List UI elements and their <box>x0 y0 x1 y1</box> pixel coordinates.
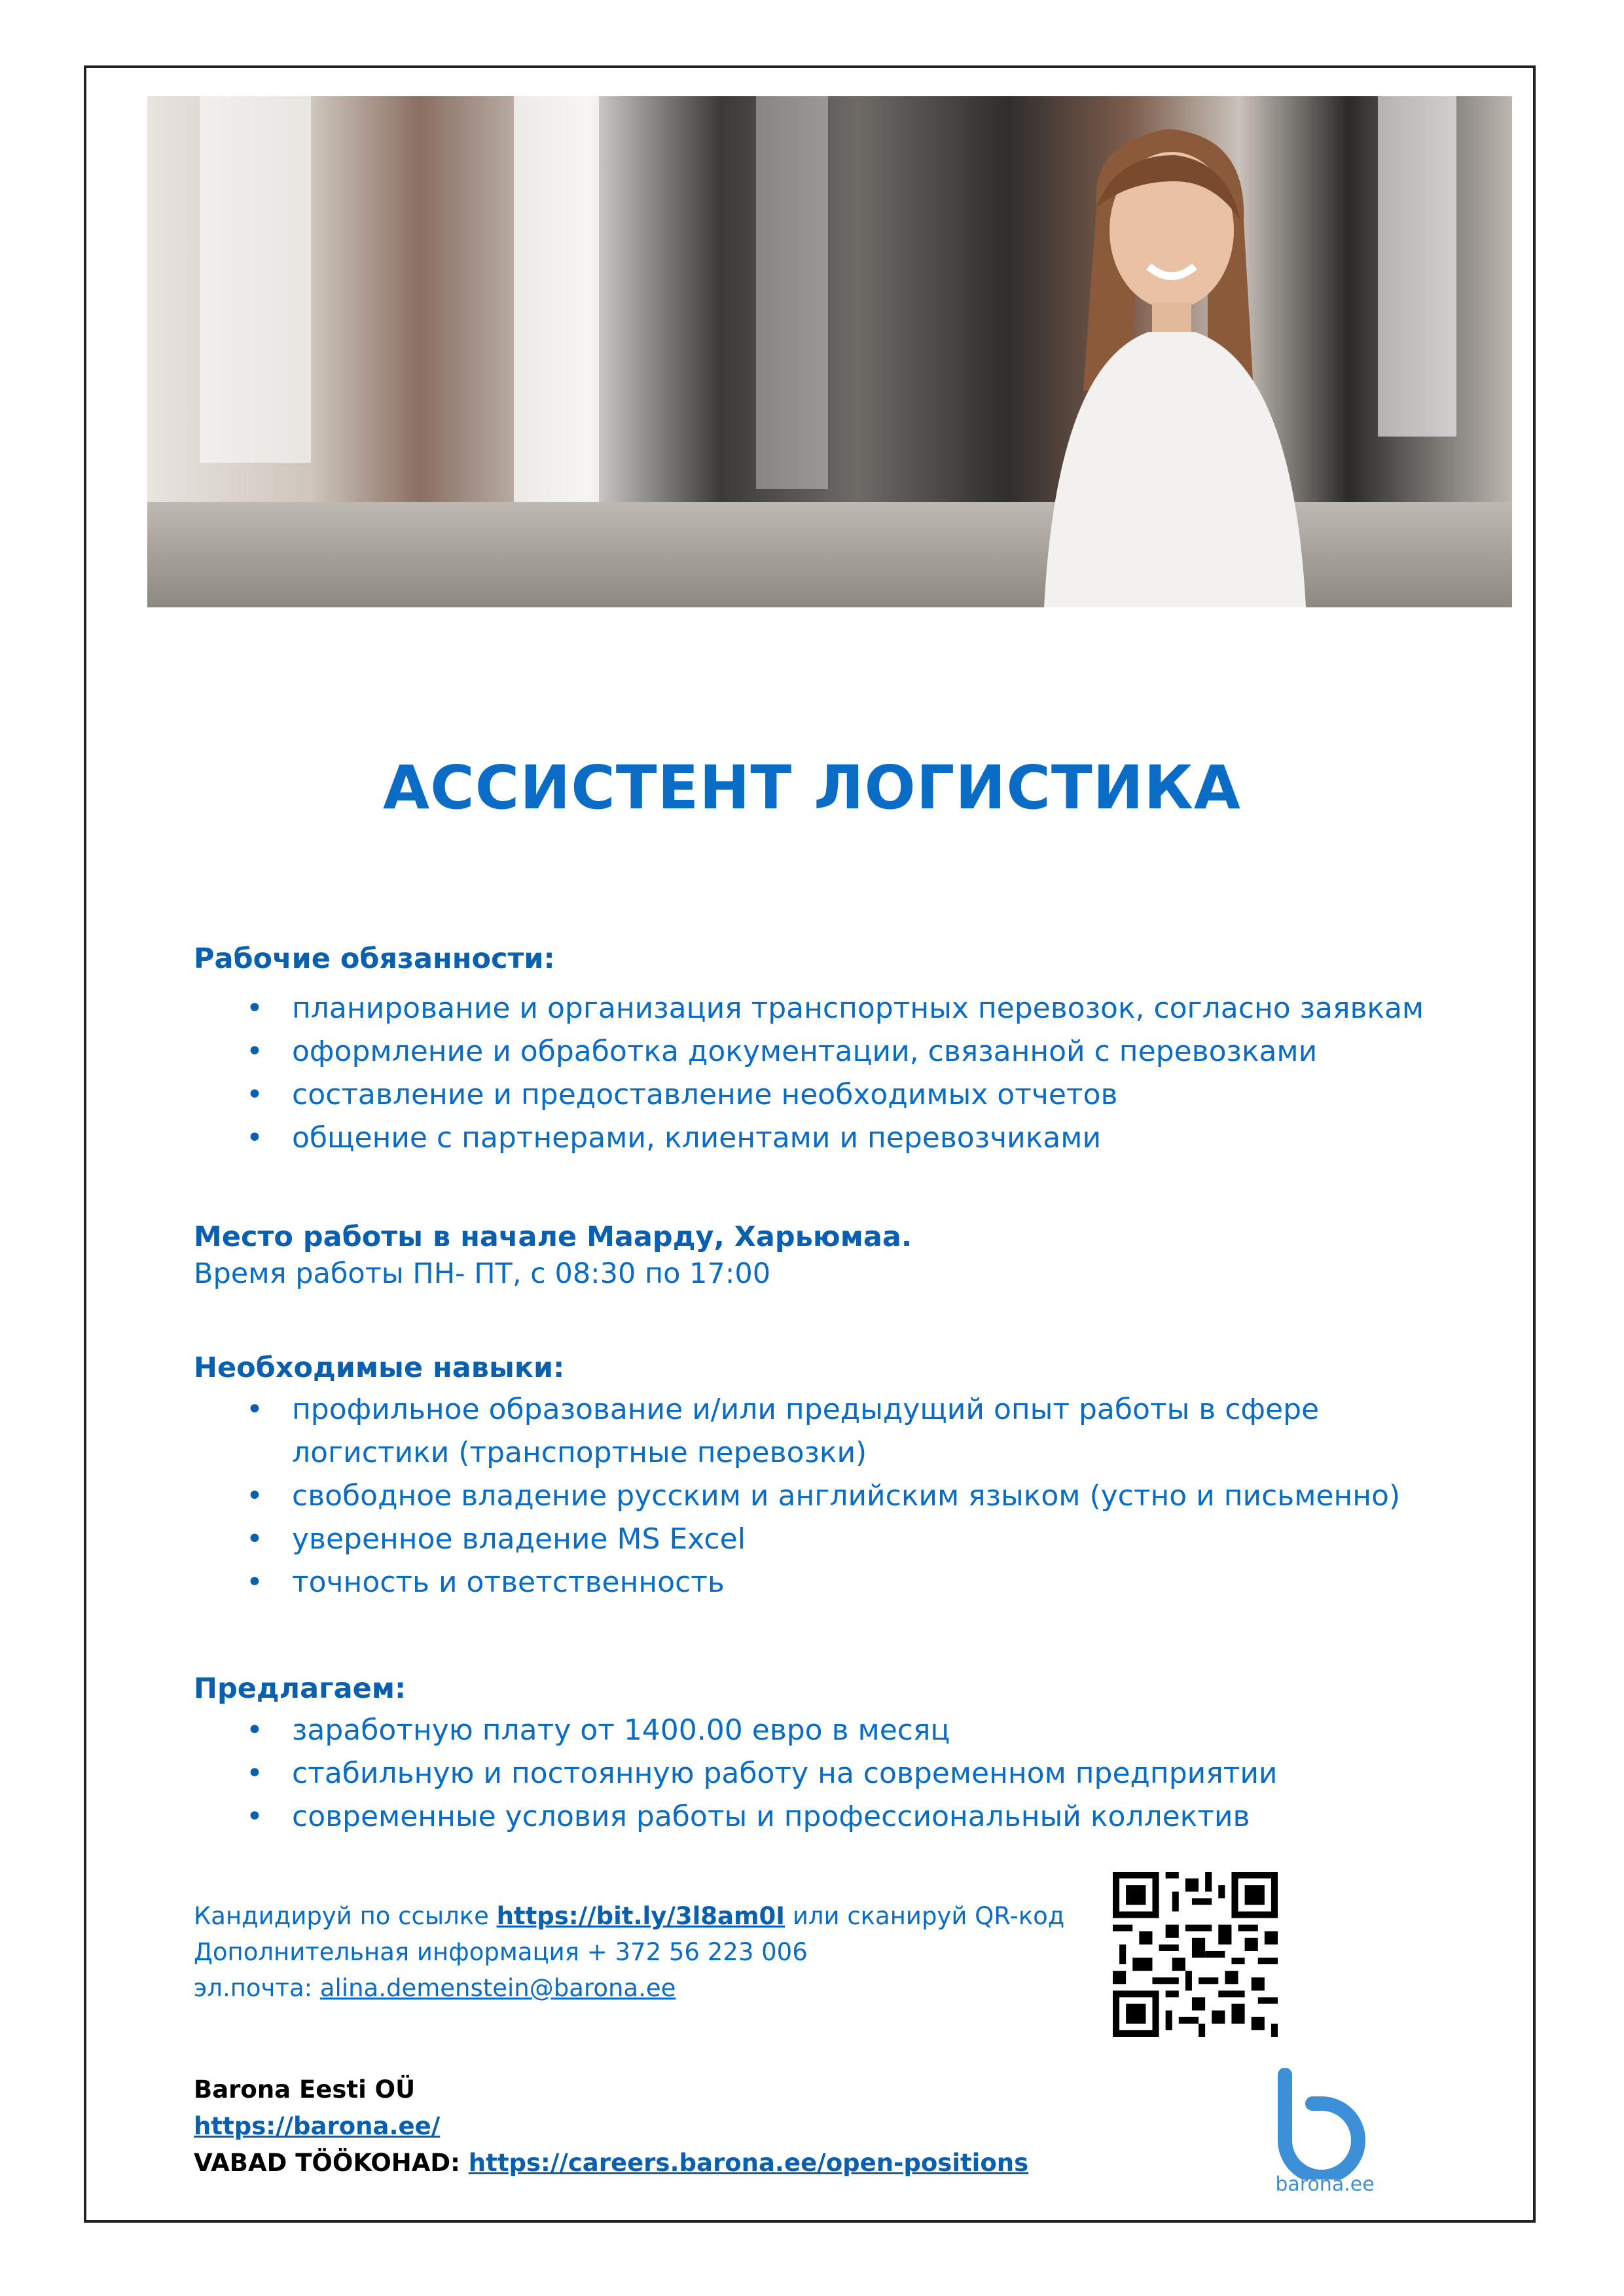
list-item: • оформление и обработка документации, связанной с перевозками <box>194 1030 1437 1073</box>
email-prefix: эл.почта: <box>194 1974 320 2002</box>
work-hours: Время работы ПН- ПТ, с 08:30 по 17:00 <box>194 1257 771 1290</box>
apply-link[interactable]: https://bit.ly/3l8am0I <box>496 1902 785 1930</box>
duties-heading: Рабочие обязанности: <box>194 942 555 975</box>
jobs-label: VABAD TÖÖKOHAD: <box>194 2149 469 2177</box>
jobs-line <box>194 2145 1028 2181</box>
job-title: АССИСТЕНТ ЛОГИСТИКА <box>382 753 1242 823</box>
list-item: • составление и предоставление необходимых отчетов <box>194 1073 1437 1117</box>
contact-block <box>194 1898 1064 2006</box>
header-photo <box>147 96 1512 607</box>
list-item: • точность и ответственность <box>194 1561 1470 1604</box>
qr-code-icon[interactable] <box>1113 1872 1278 2037</box>
barona-logo-icon <box>1273 2068 1378 2179</box>
list-item: • современные условия работы и профессиональный коллектив <box>194 1795 1437 1839</box>
list-item: • заработную плату от 1400.00 евро в месяц <box>194 1709 1437 1752</box>
workplace-section <box>194 1221 1437 1290</box>
workplace-heading: Место работы в начале Маарду, Харьюмаа. <box>194 1221 912 1253</box>
duties-list <box>194 987 1437 1160</box>
logo-text: barona.ee <box>1275 2173 1375 2196</box>
list-item: • общение с партнерами, клиентами и перевозчиками <box>194 1117 1437 1160</box>
footer-block <box>194 2072 1028 2181</box>
email-link[interactable]: alina.demenstein@barona.ee <box>319 1974 676 2002</box>
email-line <box>194 1970 1064 2006</box>
skills-section <box>194 1352 1437 1604</box>
skills-list <box>194 1388 1470 1604</box>
woman-portrait <box>1018 116 1326 607</box>
offer-heading: Предлагаем: <box>194 1672 406 1705</box>
apply-line <box>194 1898 1064 1934</box>
duties-section <box>194 942 1437 1160</box>
list-item: • планирование и организация транспортных перевозок, согласно заявкам <box>194 987 1437 1030</box>
skills-heading: Необходимые навыки: <box>194 1352 565 1384</box>
list-item: • профильное образование и/или предыдущий опыт работы в сфере логистики (транспортные перевозки) <box>194 1388 1470 1475</box>
site-link[interactable]: https://barona.ee/ <box>194 2112 441 2140</box>
offer-section <box>194 1672 1437 1839</box>
list-item: • уверенное владение MS Excel <box>194 1518 1470 1561</box>
apply-prefix: Кандидируй по ссылке <box>194 1902 497 1930</box>
phone-line: Дополнительная информация + 372 56 223 006 <box>194 1938 808 1966</box>
list-item: • свободное владение русским и английским языком (устно и письменно) <box>194 1475 1470 1518</box>
offer-list <box>194 1709 1437 1839</box>
company-name: Barona Eesti OÜ <box>194 2075 416 2104</box>
jobs-link[interactable]: https://careers.barona.ee/open-positions <box>468 2149 1029 2177</box>
apply-suffix: или сканируй QR-код <box>785 1902 1065 1930</box>
list-item: • стабильную и постоянную работу на современном предприятии <box>194 1752 1437 1795</box>
